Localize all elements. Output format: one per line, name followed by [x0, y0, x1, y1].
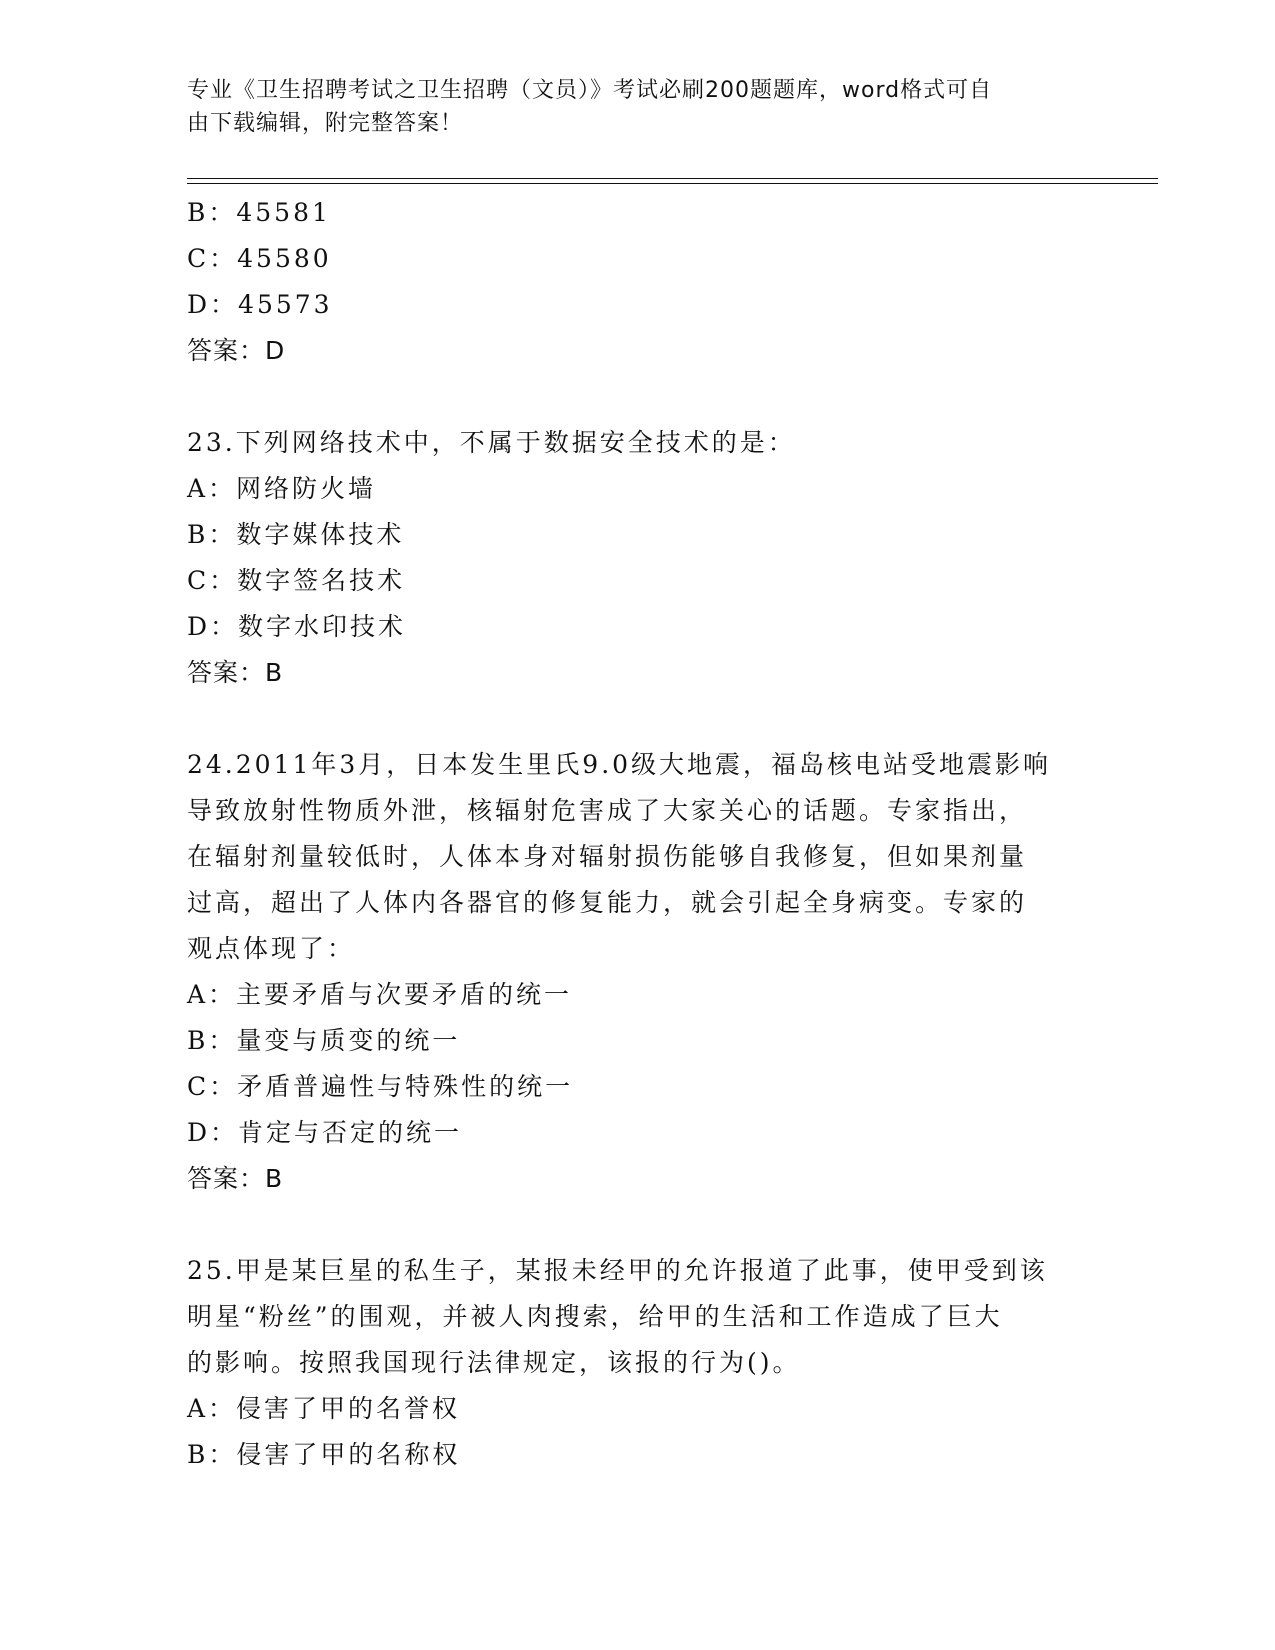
question-content	[187, 190, 1087, 1478]
spacer	[187, 374, 1087, 420]
option-a: A：主要矛盾与次要矛盾的统一	[187, 980, 573, 1009]
option-a: A：网络防火墙	[187, 474, 377, 503]
option-c: C：数字签名技术	[187, 566, 406, 595]
option-c: C：矛盾普遍性与特殊性的统一	[187, 1072, 574, 1101]
question-22-tail	[187, 190, 1087, 374]
option-b: B：数字媒体技术	[187, 520, 405, 549]
answer-line: 答案：B	[187, 658, 284, 687]
option-d: D：45573	[187, 290, 333, 319]
question-stem: 23.下列网络技术中，不属于数据安全技术的是：	[187, 428, 796, 457]
option-b: B：45581	[187, 198, 331, 227]
question-stem-line: 的影响。按照我国现行法律规定，该报的行为()。	[187, 1348, 801, 1377]
option-d: D：数字水印技术	[187, 612, 407, 641]
question-stem-line: 过高，超出了人体内各器官的修复能力，就会引起全身病变。专家的	[187, 888, 1028, 917]
option-b: B：侵害了甲的名称权	[187, 1440, 461, 1469]
header-divider-bottom	[187, 183, 1158, 184]
option-d: D：肯定与否定的统一	[187, 1118, 463, 1147]
answer-line: 答案：B	[187, 1164, 284, 1193]
option-b: B：量变与质变的统一	[187, 1026, 461, 1055]
question-25	[187, 1248, 1087, 1478]
document-header	[187, 74, 1087, 140]
question-stem-line: 24.2011年3月，日本发生里氏9.0级大地震，福岛核电站受地震影响	[187, 750, 1052, 779]
option-a: A：侵害了甲的名誉权	[187, 1394, 461, 1423]
header-line-2: 由下载编辑，附完整答案！	[187, 111, 464, 136]
question-stem-line: 在辐射剂量较低时，人体本身对辐射损伤能够自我修复，但如果剂量	[187, 842, 1028, 871]
header-divider-top	[187, 178, 1158, 179]
header-line-1: 专业《卫生招聘考试之卫生招聘（文员）》考试必刷200题题库，word格式可自	[187, 78, 993, 103]
question-stem-line: 明星“粉丝”的围观，并被人肉搜索，给甲的生活和工作造成了巨大	[187, 1302, 1003, 1331]
question-24	[187, 742, 1087, 1202]
spacer	[187, 1202, 1087, 1248]
question-stem-line: 导致放射性物质外泄，核辐射危害成了大家关心的话题。专家指出，	[187, 796, 1028, 825]
question-23	[187, 420, 1087, 696]
answer-line: 答案：D	[187, 336, 286, 365]
spacer	[187, 696, 1087, 742]
option-c: C：45580	[187, 244, 332, 273]
question-stem-line: 观点体现了：	[187, 934, 356, 963]
question-stem-line: 25.甲是某巨星的私生子，某报未经甲的允许报道了此事，使甲受到该	[187, 1256, 1048, 1285]
